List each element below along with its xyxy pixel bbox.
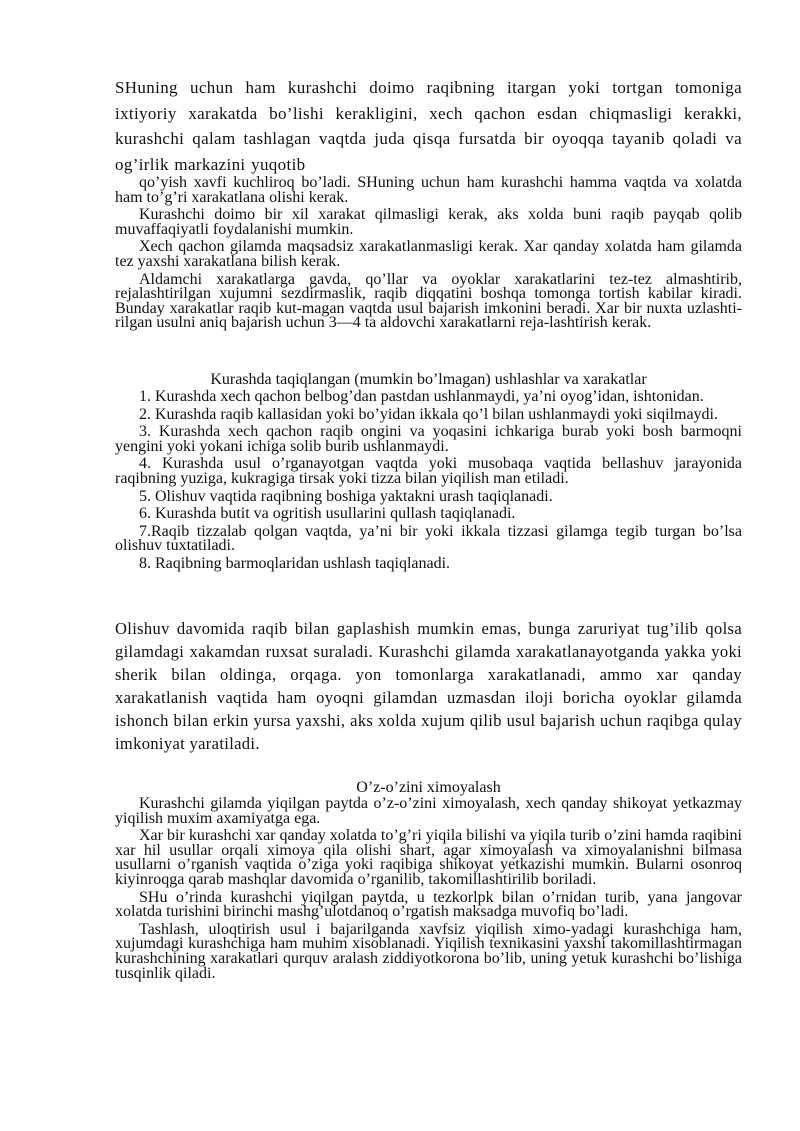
section-movement (115, 176, 742, 334)
section-selfdefense (115, 797, 742, 984)
paragraph: SHu o’rinda kurashchi yiqilgan paytda, u tezkorlpk bilan o’rnidan turib, yana jangovar xolatda turishini birinchi mashg’ulotdanoq o’rgatish maksadga muvofiq bo’ladi. (115, 888, 742, 921)
paragraph: Xar bir kurashchi xar qanday xolatda to’g’ri yiqila bilishi va yiqila turib o’zini hamda raqibini xar hil usullar orqali ximoya qila olishi shart, agar ximoyalash va ximoyalanishni bilmasa usullarni o’rganish vaqtida o’ziga yoki raqibiga shikoyat yetkazishi mumkin. Bularni osonroq kiyinroqga qarab mashqlar davomida o’rganilib, takomillashtirilib boriladi. (115, 827, 742, 888)
paragraph: Aldamchi xarakatlarga gavda, qo’llar va oyoklar xarakatlarini tez-tez almashtirib, rejalashtirilgan xujumni sezdirmaslik, raqib diqqatini boshqa tomonga tortish kabilar kiradi. Bunday xarakatlar raqib kut-magan vaqtda usul bajarish imkonini beradi. Xar bir nuxta uzlashti-rilgan usulni aniq bajarish uchun 3—4 ta aldovchi xarakatlarni reja-lashtirish kerak. (115, 270, 742, 332)
list-item: 1. Kurashda xech qachon belbog’dan pastdan ushlanmaydi, ya’ni oyog’idan, ishtonidan. (139, 388, 704, 405)
list-item: 4. Kurashda usul o’rganayotgan vaqtda yoki musobaqa vaqtida bellashuv jarayonida raqibning yuziga, kukragiga tirsak yoki tizza bilan yiqilish man etiladi. (115, 455, 742, 487)
paragraph: Tashlash, uloqtirish usul i bajarilganda xavfsiz yiqilish ximo-yadagi kurashchiga ham, xujumdagi kurashchiga ham muhim xisoblanadi. Yiqilish texnikasini yaxshi takomillashtirmagan kurashchining xarakatlari qurquv aralash ziddiyotkorona bo’lib, uning yetuk kurashchi bo’lishiga tusqinlik qiladi. (115, 920, 742, 982)
intro-paragraph: SHuning uchun ham kurashchi doimo raqibning itargan yoki tortgan tomoniga ixtiyoriy xarakatda bo’lishi kerakligini, xech qachon esdan chiqmasligi kerakki, kurashchi qalam tashlagan vaqtda juda qisqa fursatda bir oyoqqa tayanib qoladi va og’irlik markazini yuqotib (115, 78, 742, 174)
list-item: 5. Olishuv vaqtida raqibning boshiga yaktakni urash taqiqlanadi. (139, 487, 553, 505)
middle-paragraph: Olishuv davomida raqib bilan gaplashish mumkin emas, bunga zaruriyat tug’ilib qolsa gilamdagi xakamdan ruxsat suraladi. Kurashchi gilamda xarakatlanayotganda yakka yoki sherik bilan oldinga, orqaga. yon tomonlarga xarakatlanadi, ammo xar qanday xarakatlanish vaqtida ham oyoqni gilamdan uzmasdan iloji boricha oyoklar gilamda ishonch bilan erkin yursa yaxshi, aks xolda xujum qilib usul bajarish uchun raqibga qulay imkoniyat yaratiladi. (115, 619, 742, 753)
list-item: 2. Kurashda raqib kallasidan yoki bo’yidan ikkala qo’l bilan ushlanmaydi yoki siqilmaydi. (139, 405, 718, 423)
section-heading-selfdefense: O’z-o’zini ximoyalash (356, 779, 501, 796)
paragraph: qo’yish xavfi kuchliroq bo’ladi. SHuning uchun ham kurashchi hamma vaqtda va xolatda ham to’g’ri xarakatlana olishi kerak. (115, 174, 742, 206)
list-item: 6. Kurashda butit va ogritish usullarini qullash taqiqlanadi. (139, 505, 516, 523)
list-item: 3. Kurashda xech qachon raqib ongini va yoqasini ichkariga burab yoki bosh barmoqni yengini yoki yokani ichiga solib burib ushlanmaydi. (115, 423, 742, 455)
list-item: 7.Raqib tizzalab qolgan vaqtda, ya’ni bir yoki ikkala tizzasi gilamga tegib turgan bo’lsa olishuv tuxtatiladi. (115, 522, 742, 555)
prohibited-list (115, 390, 742, 575)
section-heading-prohibited: Kurashda taqiqlangan (mumkin bo’lmagan) ushlashlar va xarakatlar (210, 371, 647, 388)
paragraph: Xech qachon gilamda maqsadsiz xarakatlanmasligi kerak. Xar qanday xolatda ham gilamda tez yaxshi xarakatlana bilish kerak. (115, 238, 742, 270)
paragraph: Kurashchi gilamda yiqilgan paytda o’z-o’zini ximoyalash, xech qanday shikoyat yetkazmay yiqilish muxim axamiyatga ega. (115, 795, 742, 827)
paragraph: Kurashchi doimo bir xil xarakat qilmasligi kerak, aks xolda buni raqib payqab qolib muvaffaqiyatli foydalanishi mumkin. (115, 206, 742, 238)
list-item: 8. Raqibning barmoqlaridan ushlash taqiqlanadi. (139, 554, 451, 572)
